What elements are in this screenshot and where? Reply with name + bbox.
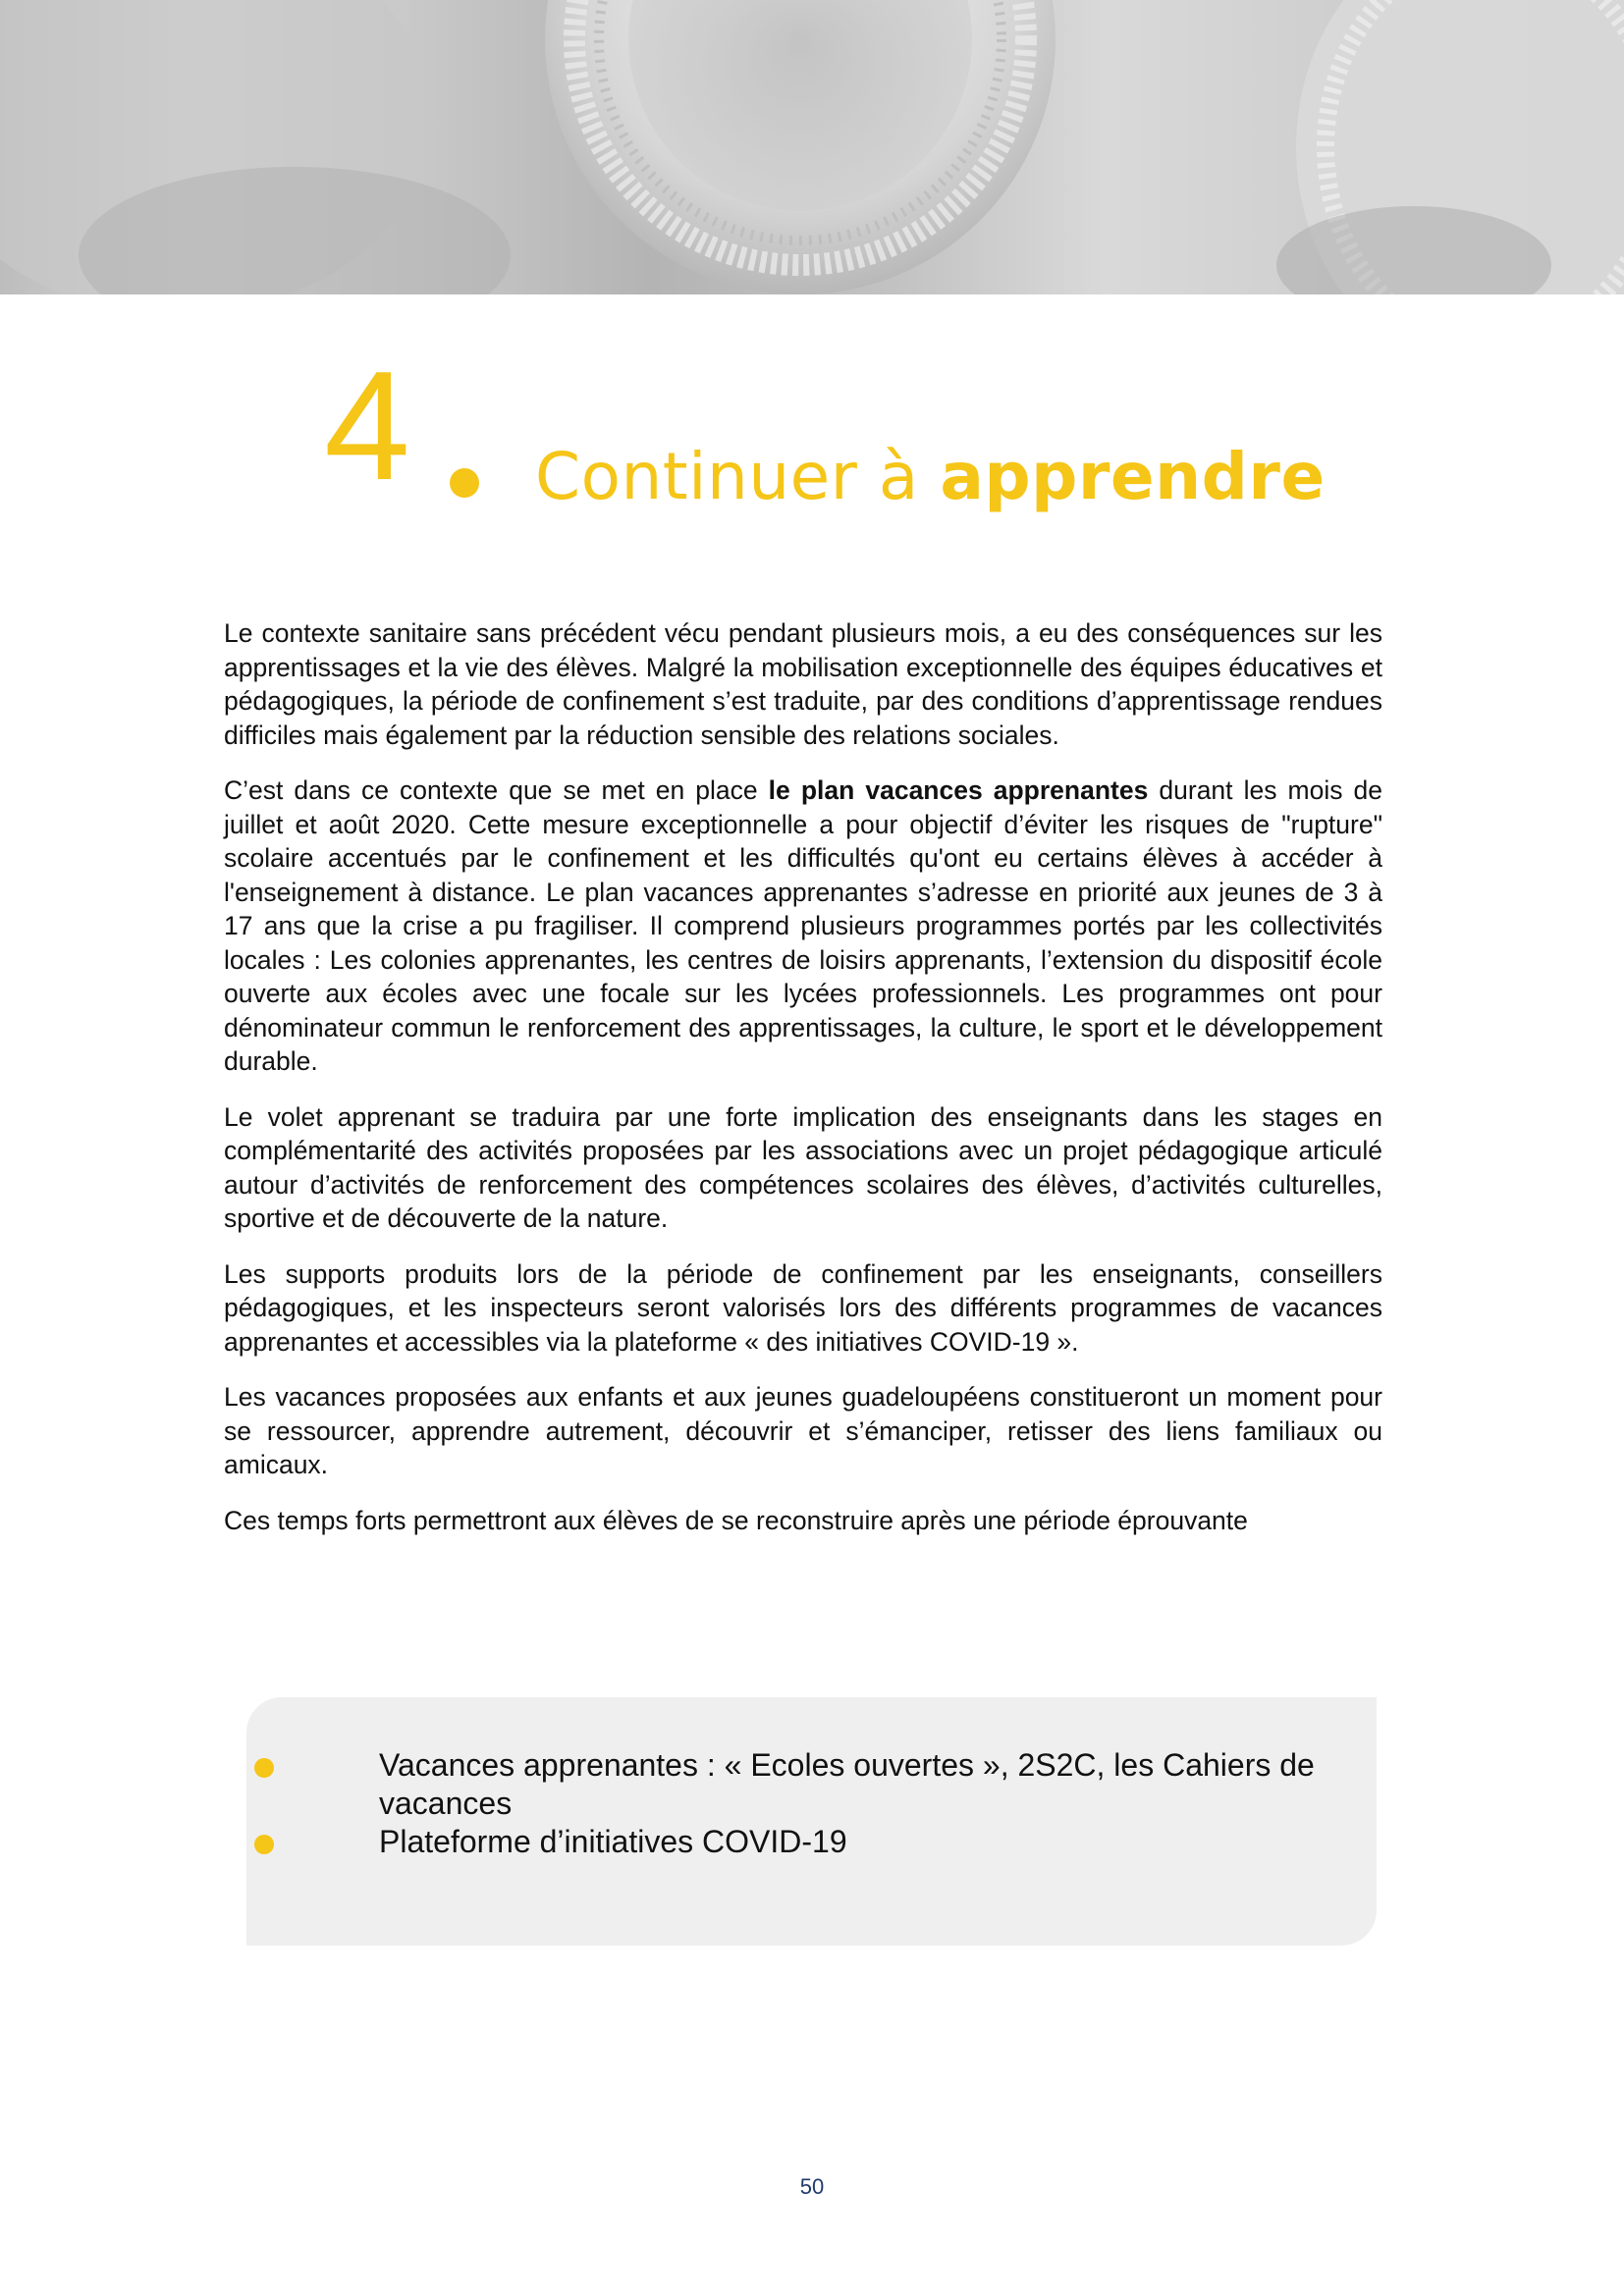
paragraph-2-emphasis: le plan vacances apprenantes xyxy=(768,775,1149,805)
header-photo-banner xyxy=(0,0,1624,294)
virus-photo-illustration xyxy=(0,0,1624,294)
bullet-dot-icon xyxy=(254,1835,274,1854)
resources-list-item-label: Vacances apprenantes : « Ecoles ouvertes », 2S2C, les Cahiers de vacances xyxy=(379,1747,1315,1821)
page-number: 50 xyxy=(799,2174,825,2199)
chapter-heading xyxy=(324,340,1384,525)
paragraph-2 xyxy=(224,774,1382,1079)
chapter-title xyxy=(535,439,1326,514)
paragraph-1: Le contexte sanitaire sans précédent vécu pendant plusieurs mois, a eu des conséquences sur les apprentissages et la vie des élèves. Malgré la mobilisation exceptionnelle des équipes éducatives et pédagogiques, la période de confinement s’est traduite, par des conditions d’apprentissage rendues difficiles mais également par la réduction sensible des relations sociales. xyxy=(224,618,1382,750)
body-text xyxy=(224,616,1382,1559)
paragraph-4: Les supports produits lors de la période de confinement par les enseignants, conseillers pédagogiques, et les inspecteurs seront valorisés lors des différents programmes de vacances apprenantes et accessibles via la plateforme « des initiatives COVID-19 ». xyxy=(224,1258,1382,1357)
chapter-number: 4 xyxy=(324,340,408,512)
paragraph-3: Le volet apprenant se traduira par une forte implication des enseignants dans les stages en complémentarité des activités proposées par les associations avec un projet pédagogique articulé autour d’activités de renforcement des compétences scolaires des élèves, d’activités culturelles, sportive et de découverte de la nature. xyxy=(224,1101,1382,1233)
resources-list-item-label: Plateforme d’initiatives COVID-19 xyxy=(379,1824,847,1859)
resources-list-item xyxy=(330,1823,1322,1861)
paragraph-2-start: C’est dans ce contexte que se met en place xyxy=(224,775,769,805)
chapter-title-bold: apprendre xyxy=(940,439,1326,514)
bullet-dot-icon xyxy=(254,1758,274,1778)
chapter-title-light: Continuer à xyxy=(535,439,919,514)
resources-list xyxy=(330,1746,1322,1861)
resources-list-item xyxy=(330,1746,1322,1823)
paragraph-2-end: durant les mois de juillet et août 2020. Cette mesure exceptionnelle a pour objectif d’éviter les risques de "rupture" scolaire accentués par le confinement et les difficultés qu'ont eu certains élèves à accéder à l'enseignement à distance. Le plan vacances apprenantes s’adresse en priorité aux jeunes de 3 à 17 ans que la crise a pu fragiliser. Il comprend plusieurs programmes portés par les collectivités locales : Les colonies apprenantes, les centres de loisirs apprenants, l’extension du dispositif école ouverte aux écoles avec une focale sur les lycées professionnels. Les programmes ont pour dénominateur commun le renforcement des apprentissages, la culture, le sport et le développement durable. xyxy=(224,775,1382,1076)
resources-box xyxy=(246,1697,1377,1946)
paragraph-6: Ces temps forts permettront aux élèves de se reconstruire après une période éprouvante xyxy=(224,1505,1248,1535)
chapter-number-dot xyxy=(450,468,479,498)
paragraph-5: Les vacances proposées aux enfants et aux jeunes guadeloupéens constitueront un moment pour se ressourcer, apprendre autrement, découvrir et s’émanciper, retisser des liens familiaux ou amicaux. xyxy=(224,1382,1382,1479)
